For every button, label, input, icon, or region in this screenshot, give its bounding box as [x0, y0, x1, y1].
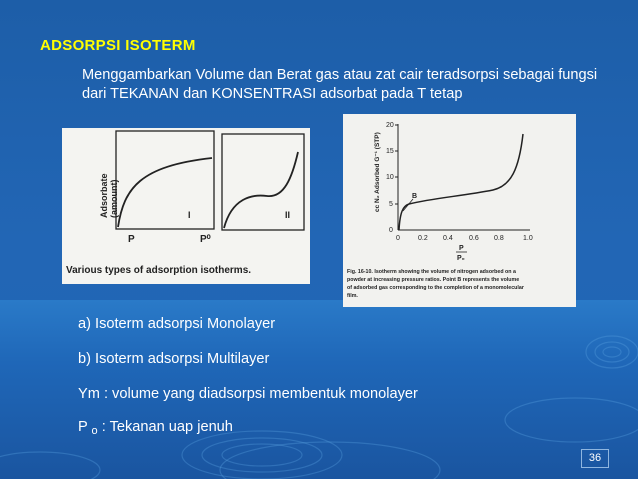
ytick-5: 5 [389, 201, 393, 208]
p0-definition-text: : Tekanan uap jenuh [97, 419, 233, 435]
figure-left-caption: Various types of adsorption isotherms. [66, 265, 252, 276]
list-item-multilayer: b) Isoterm adsorpsi Multilayer [78, 351, 270, 367]
figure-nitrogen-isotherm [343, 114, 576, 307]
nitrogen-isotherm-plot [343, 114, 576, 307]
ylabel-amount: (amount) [109, 179, 119, 218]
xtick-08: 0.8 [494, 235, 504, 242]
page-number: 36 [581, 449, 609, 468]
xtick-02: 0.2 [418, 235, 428, 242]
ytick-10: 10 [386, 174, 394, 181]
figure-isotherm-types [62, 128, 310, 284]
xlabel-p: P [459, 245, 464, 252]
caption-line-4: film. [347, 293, 358, 299]
label-ii: II [285, 210, 291, 220]
slide-title: ADSORPSI ISOTERM [40, 37, 196, 54]
list-item-ym-definition: Ym : volume yang diadsorpsi membentuk monolayer [78, 386, 418, 402]
xtick-06: 0.6 [469, 235, 479, 242]
p0-subscript: o [91, 425, 98, 437]
xtick-04: 0.4 [443, 235, 453, 242]
ylabel-n2-adsorbed: cc N₂ Adsorbed G⁻¹ (STP) [374, 132, 381, 212]
label-p: P [128, 234, 135, 245]
ytick-20: 20 [386, 122, 394, 129]
p0-symbol: P [78, 419, 88, 435]
list-item-monolayer: a) Isoterm adsorpsi Monolayer [78, 316, 276, 332]
ytick-0: 0 [389, 227, 393, 234]
caption-line-3: of adsorbed gas corresponding to the completion of a monomolecular [347, 285, 524, 291]
xtick-0: 0 [396, 235, 400, 242]
xlabel-p0: P₀ [457, 255, 465, 262]
isotherm-types-diagram [62, 128, 310, 284]
xtick-10: 1.0 [523, 235, 533, 242]
label-p0: P⁰ [200, 234, 211, 245]
label-i: I [188, 210, 191, 220]
slide-description: Menggambarkan Volume dan Berat gas atau zat cair teradsorpsi sebagai fungsi dari TEKANAN dan KONSENTRASI adsorbat pada T tetap [82, 67, 598, 102]
point-b-label: B [412, 193, 418, 200]
list-item-p0-definition [78, 419, 233, 435]
caption-line-2: powder at increasing pressure ratios. Point B represents the volume [347, 277, 520, 283]
ylabel-adsorbate: Adsorbate [99, 173, 109, 218]
caption-line-1: Fig. 16-10. Isotherm showing the volume of nitrogen adsorbed on a [347, 269, 516, 275]
ytick-15: 15 [386, 148, 394, 155]
